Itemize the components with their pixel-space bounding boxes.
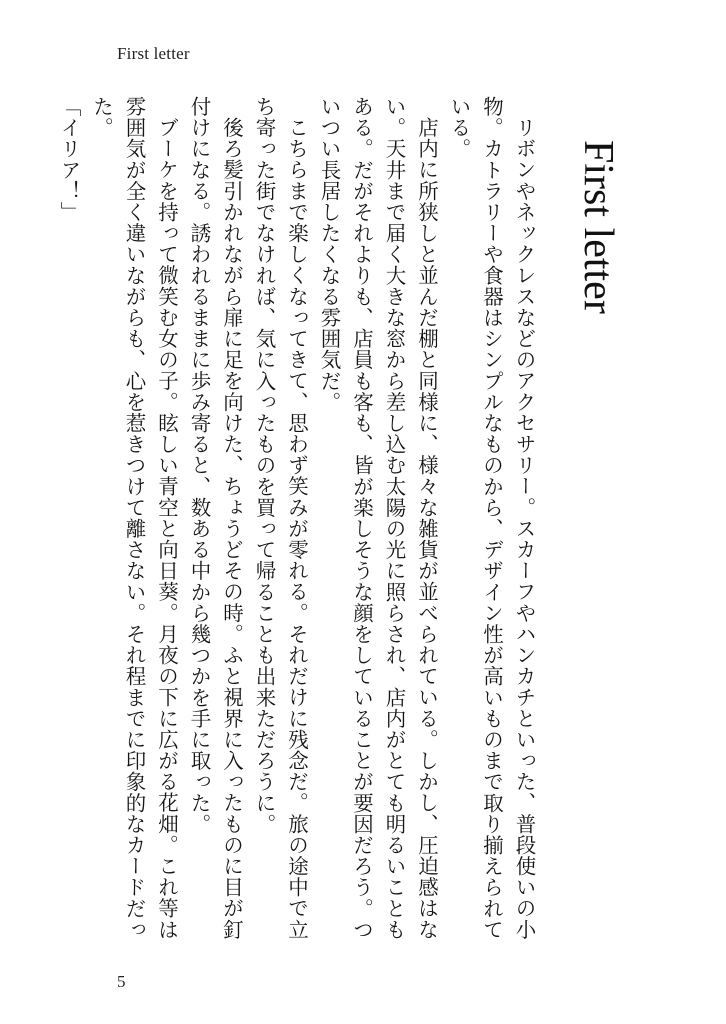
body-text [57, 96, 540, 956]
paragraph: 後ろ髪引かれながら扉に足を向けた、ちょうどその時。ふと視界に入ったものに目が釘付けになる。誘われるままに歩み寄ると、数ある中から幾つかを手に取った。 [187, 96, 244, 940]
running-header: First letter [117, 44, 190, 63]
paragraph: 店内に所狭しと並んだ棚と同様に、様々な雑貨が並べられている。しかし、圧迫感はない。天井まで届く大きな窓から差し込む太陽の光に照らされ、店内がとても明るいこともある。だがそれよりも、店員も客も、皆が楽しそうな顔をしていることが要因だろう。ついつい長居したくなる雰囲気だ。 [317, 96, 439, 940]
paragraph: ブーケを持って微笑む女の子。眩しい青空と向日葵。月夜の下に広がる花畑。これ等は雰囲気が全く違いながらも、心を惹きつけて離さない。それ程までに印象的なカードだった。 [89, 96, 179, 940]
dialogue-line: 「イリア！」 [57, 96, 81, 223]
paragraph: こちらまで楽しくなってきて、思わず笑みが零れる。それだけに残念だ。旅の途中で立ち寄った街でなければ、気に入ったものを買って帰ることも出来ただろうに。 [252, 96, 309, 940]
paragraph: リボンやネックレスなどのアクセサリー。スカーフやハンカチといった、普段使いの小物。カトラリーや食器はシンプルなものから、デザイン性が高いものまで取り揃えられている。 [447, 96, 536, 940]
chapter-title: First letter [575, 140, 621, 314]
page-number: 5 [117, 972, 126, 991]
